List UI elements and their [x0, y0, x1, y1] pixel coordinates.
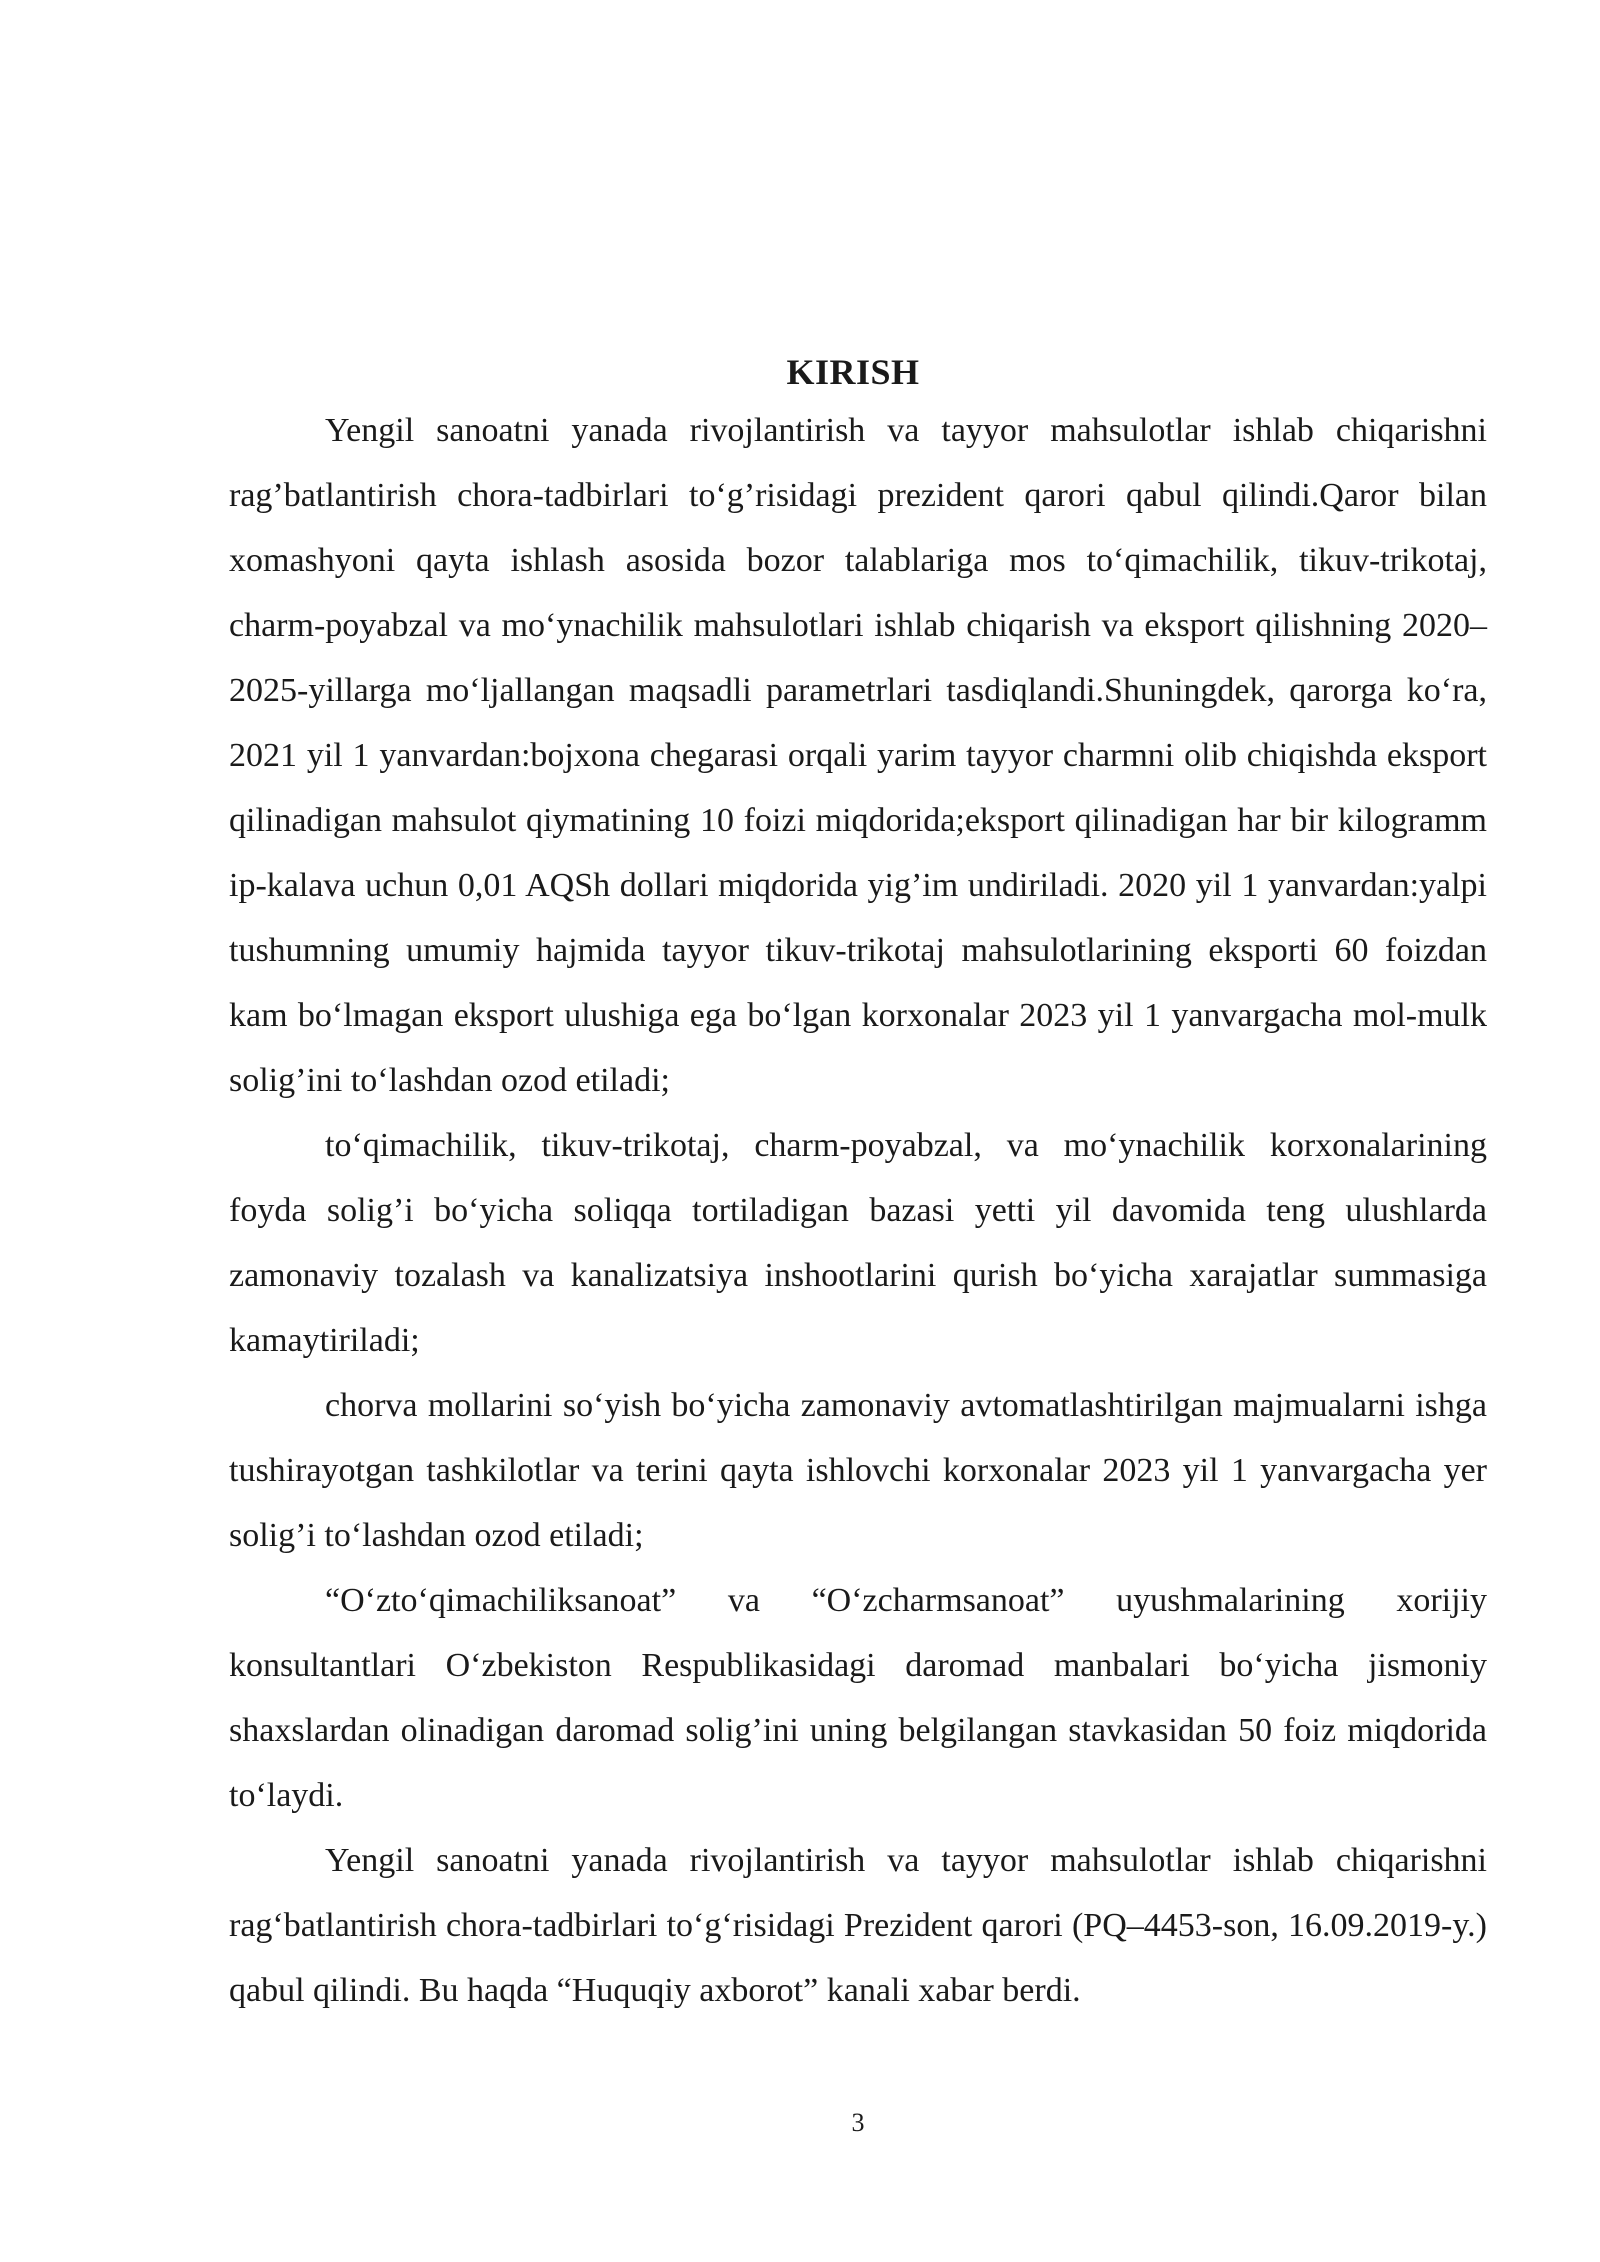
paragraph-decree-summary: Yengil sanoatni yanada rivojlantirish va tayyor mahsulotlar ishlab chiqarishni rag‘batlantirish chora-tadbirlari to‘g‘risidagi Prezident qarori (PQ–4453-son, 16.09.2019-y.) qabul qilindi. Bu haqda “Huquqiy axborot” kanali xabar berdi.	[229, 1842, 1487, 2009]
page-title: KIRISH	[786, 352, 920, 392]
paragraph-consultants: “O‘zto‘qimachiliksanoat” va “O‘zcharmsanoat” uyushmalarining xorijiy konsultantlari O‘zbekiston Respublikasidagi daromad manbalari bo‘yicha jismoniy shaxslardan olinadigan daromad solig’ini uning belgilangan stavkasidan 50 foiz miqdorida to‘laydi.	[229, 1582, 1487, 1814]
page-number: 3	[851, 2108, 865, 2137]
body-text	[229, 398, 1487, 2023]
paragraph-land-tax: chorva mollarini so‘yish bo‘yicha zamonaviy avtomatlashtirilgan majmualarni ishga tushirayotgan tashkilotlar va terini qayta ishlovchi korxonalar 2023 yil 1 yanvargacha yer solig’i to‘lashdan ozod etiladi;	[229, 1387, 1487, 1554]
paragraph-intro: Yengil sanoatni yanada rivojlantirish va tayyor mahsulotlar ishlab chiqarishni rag’batlantirish chora-tadbirlari to‘g’risidagi prezident qarori qabul qilindi.Qaror bilan xomashyoni qayta ishlash asosida bozor talablariga mos to‘qimachilik, tikuv-trikotaj, charm-poyabzal va mo‘ynachilik mahsulotlari ishlab chiqarish va eksport qilishning 2020–2025-yillarga mo‘ljallangan maqsadli parametrlari tasdiqlandi.Shuningdek, qarorga ko‘ra, 2021 yil 1 yanvardan:bojxona chegarasi orqali yarim tayyor charmni olib chiqishda eksport qilinadigan mahsulot qiymatining 10 foizi miqdorida;eksport qilinadigan har bir kilogramm ip-kalava uchun 0,01 AQSh dollari miqdorida yig’im undiriladi. 2020 yil 1 yanvardan:yalpi tushumning umumiy hajmida tayyor tikuv-trikotaj mahsulotlarining eksporti 60 foizdan kam bo‘lmagan eksport ulushiga ega bo‘lgan korxonalar 2023 yil 1 yanvargacha mol-mulk solig’ini to‘lashdan ozod etiladi;	[229, 412, 1487, 1099]
paragraph-profit-tax: to‘qimachilik, tikuv-trikotaj, charm-poyabzal, va mo‘ynachilik korxonalarining foyda solig’i bo‘yicha soliqqa tortiladigan bazasi yetti yil davomida teng ulushlarda zamonaviy tozalash va kanalizatsiya inshootlarini qurish bo‘yicha xarajatlar summasiga kamaytiriladi;	[229, 1127, 1487, 1359]
